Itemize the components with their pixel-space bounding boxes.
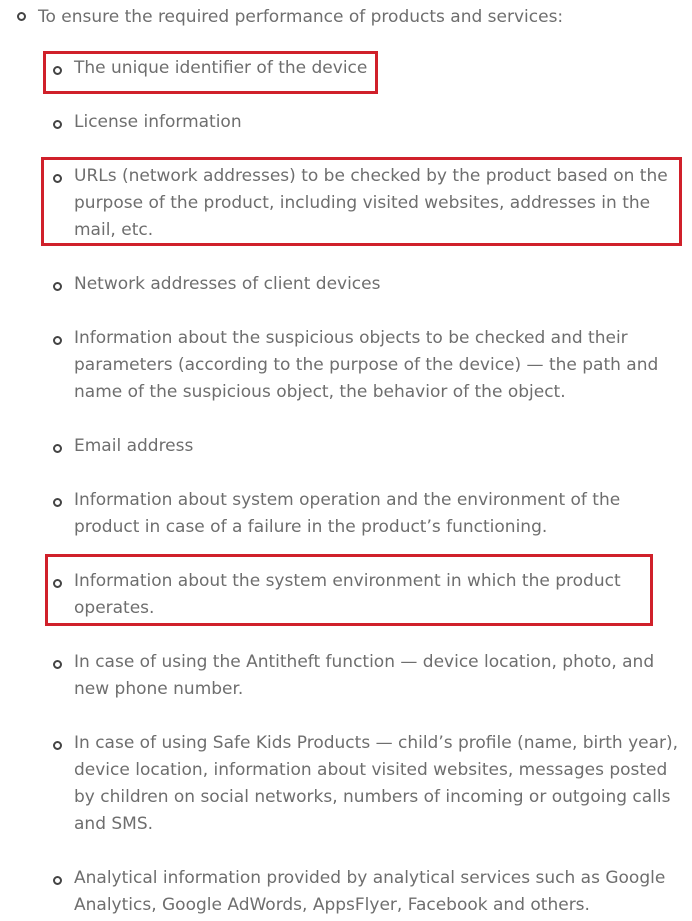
- list-item: Information about system operation and the environment of the product in case of a failure in the product’s functioning.: [74, 490, 621, 537]
- list-item: In case of using the Antitheft function — device location, photo, and new phone number.: [74, 652, 655, 699]
- sub-bullet-icon: [53, 876, 62, 885]
- list-item: In case of using Safe Kids Products — child’s profile (name, birth year), device location, information about visited websites, messages posted by children on social networks, numbers of incoming or outgoing calls and SMS.: [74, 733, 679, 834]
- list-item: Analytical information provided by analytical services such as Google Analytics, Google AdWords, AppsFlyer, Facebook and others.: [74, 868, 666, 915]
- list-item: Email address: [74, 436, 194, 456]
- highlight-box: [45, 554, 653, 626]
- list-item: URLs (network addresses) to be checked by the product based on the purpose of the product, including visited websites, addresses in the mail, etc.: [74, 166, 668, 240]
- highlight-box: [41, 157, 682, 246]
- highlight-box: [43, 51, 378, 94]
- intro-text: To ensure the required performance of products and services:: [38, 7, 564, 27]
- sub-bullet-icon: [53, 444, 62, 453]
- list-item: Network addresses of client devices: [74, 274, 381, 294]
- list-item: License information: [74, 112, 242, 132]
- list-item: Information about the suspicious objects to be checked and their parameters (according to the purpose of the device) — the path and name of the suspicious object, the behavior of the object.: [74, 328, 659, 402]
- sub-bullet-icon: [53, 282, 62, 291]
- outer-bullet-icon: [17, 12, 26, 21]
- sub-bullet-icon: [53, 336, 62, 345]
- sub-bullet-icon: [53, 741, 62, 750]
- sub-bullet-icon: [53, 498, 62, 507]
- sub-bullet-icon: [53, 120, 62, 129]
- list-item: Information about the system environment in which the product operates.: [74, 571, 621, 618]
- list-item: The unique identifier of the device: [74, 58, 368, 78]
- sub-bullet-icon: [53, 660, 62, 669]
